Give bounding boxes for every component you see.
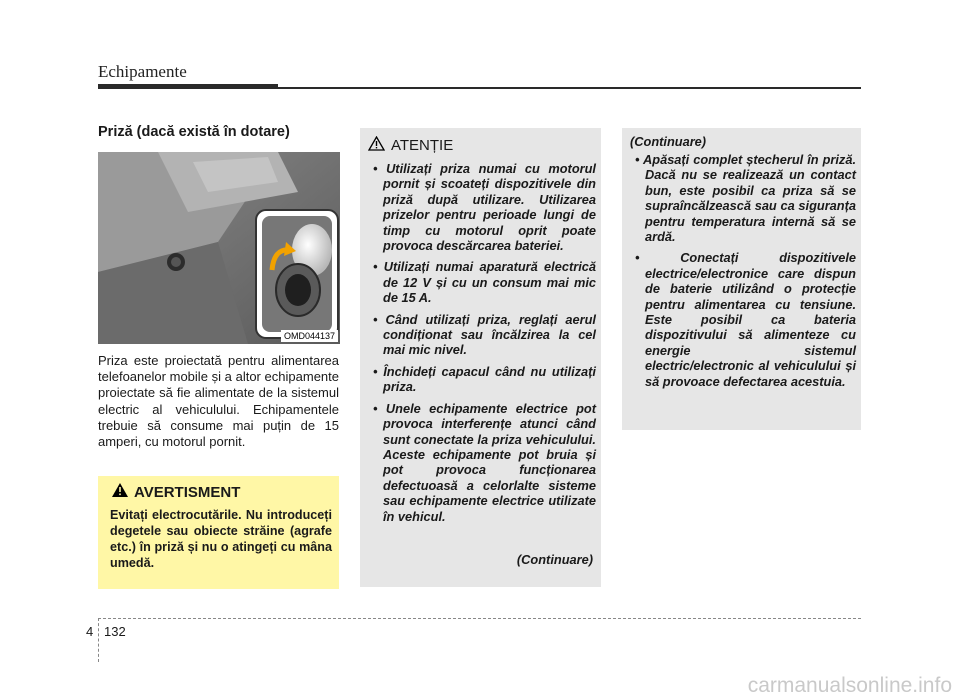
list-item: • Utilizați numai aparatură electrică de 12 V și cu un consum mai mic de 15 A. <box>373 259 596 306</box>
caution-title: ATENȚIE <box>391 137 454 154</box>
power-outlet-illustration <box>98 152 340 344</box>
outlet-description: Priza este proiectată pentru alimentarea telefoanelor mobile și a altor echipamente proiectate să fie alimentate de la sistemul electric al vehiculului. Echipamentele trebuie să consume mai puțin de 15 amperi, cu motorul pornit. <box>98 353 339 450</box>
list-item: • Închideți capacul când nu utilizați priza. <box>373 363 596 395</box>
list-item: • Când utilizați priza, reglați aerul condiționat sau încălzirea la cel mai mic nivel. <box>373 311 596 358</box>
caution-box <box>360 128 601 587</box>
warning-triangle-icon <box>112 483 128 501</box>
warning-title: AVERTISMENT <box>134 483 241 501</box>
warning-title-row <box>112 483 240 501</box>
power-outlet-photo <box>98 152 340 344</box>
warning-box <box>98 476 339 589</box>
continued-label: (Continuare) <box>516 552 593 567</box>
continued-heading: (Continuare) <box>630 134 707 149</box>
section-heading: Priză (dacă există în dotare) <box>98 124 290 140</box>
list-item: • Utilizați priza numai cu motorul pornit și scoateți dispozitivele din priză după utilizare. Utilizarea prizelor pentru perioade lungi de timp cu motorul oprit poate provoca descărcarea bateriei. <box>373 161 596 254</box>
footer-rule <box>98 618 861 619</box>
list-item: • Conectați dispozitivele electrice/electronice care dispun de baterie utilizând o protecție pentru alimentarea cu tensiune. Este posibil ca bateria dispozitivului să alimenteze cu energie sistemul electric/electronic al vehiculului și să provoace defectarea acestuia. <box>635 250 856 389</box>
image-code: OMD044137 <box>281 330 338 342</box>
caution-continued-box <box>622 128 861 430</box>
footer-divider <box>98 618 99 662</box>
list-item: • Unele echipamente electrice pot provoca interferențe atunci când sunt conectate la priza vehiculului. Aceste echipamente pot bruia și pot provoca funcționarea defectuoasă a celorlalte sisteme sau echipamente electrice utilizate în vehicul. <box>373 400 596 524</box>
warning-body: Evitați electrocutările. Nu introduceți degetele sau obiecte străine (agrafe etc.) în priză și nu o atingeți cu mâna umedă. <box>110 508 332 570</box>
caution-list <box>368 161 596 530</box>
warning-triangle-icon <box>368 136 385 155</box>
chapter-title: Echipamente <box>98 62 187 81</box>
caution-continued-list <box>630 152 856 395</box>
header-rule <box>98 87 861 89</box>
caution-title-row <box>368 136 453 155</box>
page-number: 132 <box>104 624 126 639</box>
chapter-number: 4 <box>86 624 94 639</box>
watermark: carmanualsonline.info <box>747 674 952 697</box>
list-item: • Apăsați complet ștecherul în priză. Dacă nu se realizează un contact bun, este posibil ca priza să se supraîncălzească sau ca siguranța pentru temperatura internă să se ardă. <box>635 152 856 245</box>
